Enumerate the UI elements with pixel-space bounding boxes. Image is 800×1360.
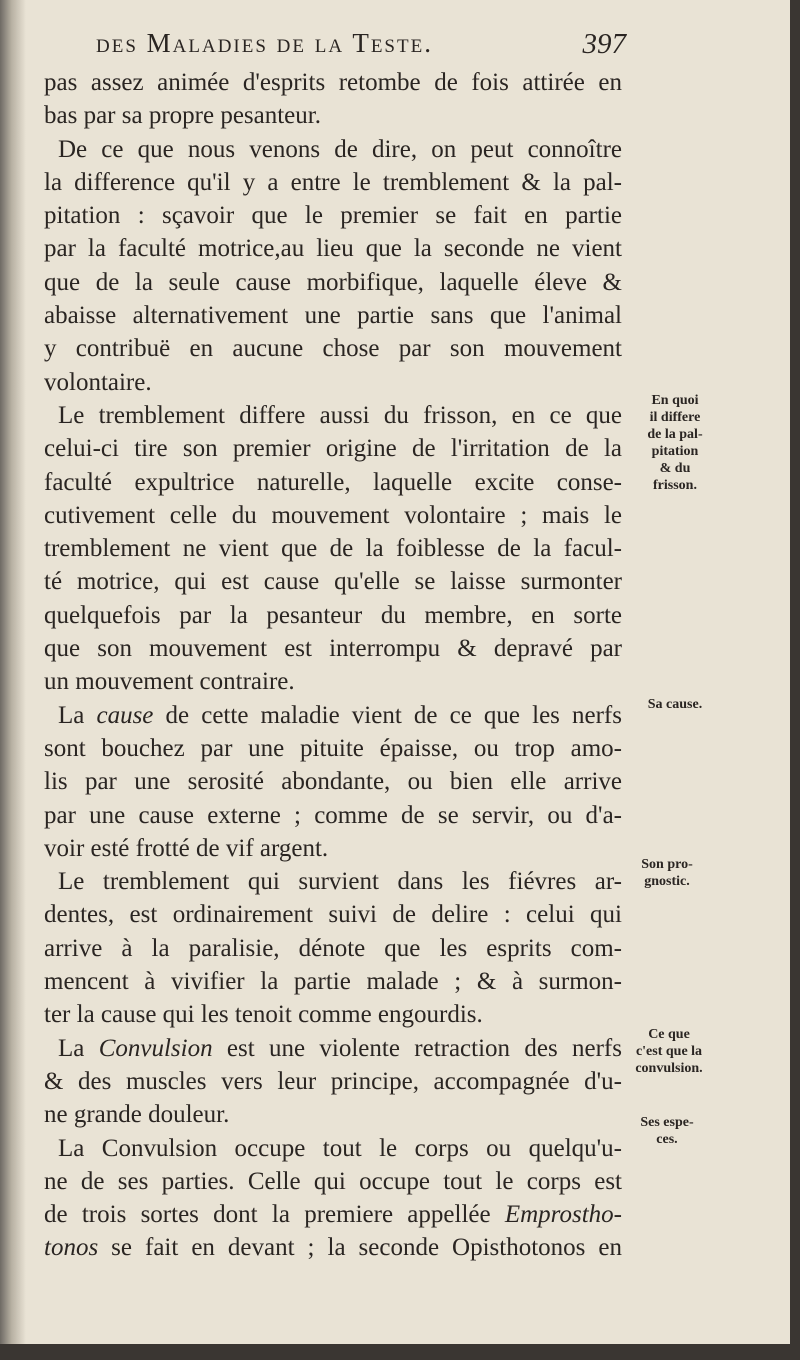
line-segment: se fait en devant ; la seconde Opisthotonos en (98, 1234, 622, 1262)
text-line (44, 998, 622, 1031)
body-text (44, 66, 622, 1265)
line-segment: pitation : sçavoir que le premier se fait en partie (44, 202, 622, 230)
text-line (44, 1198, 622, 1231)
text-line (44, 266, 622, 299)
margin-note-cause (620, 696, 730, 713)
page-gutter-shadow (0, 0, 26, 1344)
line-segment: la difference qu'il y a entre le tremblement & la pal- (44, 168, 622, 196)
text-line (44, 932, 622, 965)
text-line (44, 632, 622, 665)
margin-note-difference (620, 392, 730, 494)
italic-term: Emprostho- (504, 1201, 622, 1229)
text-line (44, 432, 622, 465)
text-line (44, 898, 622, 931)
italic-term: tonos (44, 1234, 99, 1262)
margin-note-line: frisson. (653, 478, 697, 493)
text-line (44, 166, 622, 199)
line-segment: lis par une serosité abondante, ou bien elle arrive (44, 768, 622, 796)
italic-term: Convulsion (98, 1034, 213, 1062)
line-segment: voir esté frotté de vif argent. (44, 834, 329, 862)
text-line (44, 732, 622, 765)
line-segment: de cette maladie vient de ce que les nerfs (153, 701, 622, 729)
line-segment: Le tremblement differe aussi du frisson, en ce que (58, 401, 622, 429)
line-segment: ne de ses parties. Celle qui occupe tout le corps est (44, 1167, 622, 1195)
line-segment: ne grande douleur. (44, 1101, 230, 1129)
line-segment: que son mouvement est interrompu & depravé par (44, 635, 622, 663)
italic-term: cause (96, 701, 154, 729)
text-line (44, 532, 622, 565)
text-line (44, 1165, 622, 1198)
text-line (44, 99, 622, 132)
text-line (44, 1098, 622, 1131)
line-segment: cutivement celle du mouvement volontaire ; mais le (44, 501, 622, 529)
text-line (44, 366, 622, 399)
text-line (44, 466, 622, 499)
line-segment: dentes, est ordinairement suivi de delire : celui qui (44, 901, 622, 929)
margin-note-line: Sa cause. (647, 697, 703, 712)
margin-note-line: Son pro- (641, 857, 693, 872)
line-segment: mencent à vivifier la partie malade ; & à surmon- (44, 968, 622, 996)
line-segment: est une violente retraction des nerfs (212, 1034, 622, 1062)
line-segment: té motrice, qui est cause qu'elle se laisse surmonter (44, 568, 622, 596)
margin-note-line: convulsion. (635, 1061, 703, 1076)
line-segment: La (58, 701, 97, 729)
line-segment: & des muscles vers leur principe, accompagnée d'u- (44, 1067, 622, 1095)
page-header (96, 28, 626, 62)
line-segment: par une cause externe ; comme de se servir, ou d'a- (44, 801, 622, 829)
line-segment: quelquefois par la pesanteur du membre, en sorte (44, 601, 622, 629)
text-line (44, 332, 622, 365)
margin-note-line: ces. (656, 1132, 678, 1147)
line-segment: de trois sortes dont la premiere appellée (44, 1201, 505, 1229)
line-segment: bas par sa propre pesanteur. (44, 102, 321, 130)
margin-note-line: & du (659, 461, 691, 476)
margin-note-line: gnostic. (644, 874, 690, 889)
margin-note-species (612, 1114, 722, 1148)
line-segment: que de la seule cause morbifique, laquelle éleve & (44, 268, 622, 296)
line-segment: ter la cause qui les tenoit comme engourdis. (44, 1001, 483, 1029)
line-segment: un mouvement contraire. (44, 668, 295, 696)
margin-note-prognostic (612, 856, 722, 890)
page-number: 397 (582, 28, 626, 60)
text-line (44, 565, 622, 598)
line-segment: sont bouchez par une pituite épaisse, ou trop amo- (44, 734, 622, 762)
text-line (44, 832, 622, 865)
margin-note-convulsion-definition (614, 1026, 724, 1077)
margin-note-line: il differe (649, 410, 701, 425)
line-segment: celui-ci tire son premier origine de l'irritation de la (44, 435, 622, 463)
text-line (44, 599, 622, 632)
text-line (44, 66, 622, 99)
margin-note-line: Ce que (648, 1027, 690, 1042)
line-segment: volontaire. (44, 368, 152, 396)
text-line (44, 399, 622, 432)
line-segment: pas assez animée d'esprits retombe de fois attirée en (44, 69, 622, 96)
line-segment: y contribuë en aucune chose par son mouvement (44, 335, 622, 363)
line-segment: par la faculté motrice,au lieu que la seconde ne vient (44, 235, 622, 263)
text-line (44, 1231, 622, 1264)
text-line (44, 865, 622, 898)
line-segment: Le tremblement qui survient dans les fiévres ar- (58, 868, 622, 896)
text-line (44, 799, 622, 832)
margin-note-line: de la pal- (647, 427, 703, 442)
line-segment: faculté expultrice naturelle, laquelle excite conse- (44, 468, 622, 496)
line-segment: tremblement ne vient que de la foiblesse de la facul- (44, 535, 622, 563)
text-line (44, 232, 622, 265)
text-line (44, 199, 622, 232)
margin-note-line: c'est que la (635, 1044, 703, 1059)
margin-note-line: pitation (651, 444, 699, 459)
line-segment: La (58, 1034, 99, 1062)
running-title: des Maladies de la Teste. (96, 28, 433, 58)
line-segment: La Convulsion occupe tout le corps ou quelqu'u- (58, 1134, 622, 1162)
text-line (44, 965, 622, 998)
text-line (44, 299, 622, 332)
text-line (44, 1065, 622, 1098)
text-line (44, 1132, 622, 1165)
margin-note-line: En quoi (651, 393, 699, 408)
margin-note-line: Ses espe- (640, 1115, 694, 1130)
text-line (44, 699, 622, 732)
text-line (44, 1032, 622, 1065)
text-line (44, 765, 622, 798)
text-line (44, 665, 622, 698)
line-segment: De ce que nous venons de dire, on peut connoître (58, 135, 622, 163)
text-line (44, 499, 622, 532)
text-line (44, 133, 622, 166)
line-segment: abaisse alternativement une partie sans que l'animal (44, 302, 622, 330)
line-segment: arrive à la paralisie, dénote que les esprits com- (44, 934, 622, 962)
